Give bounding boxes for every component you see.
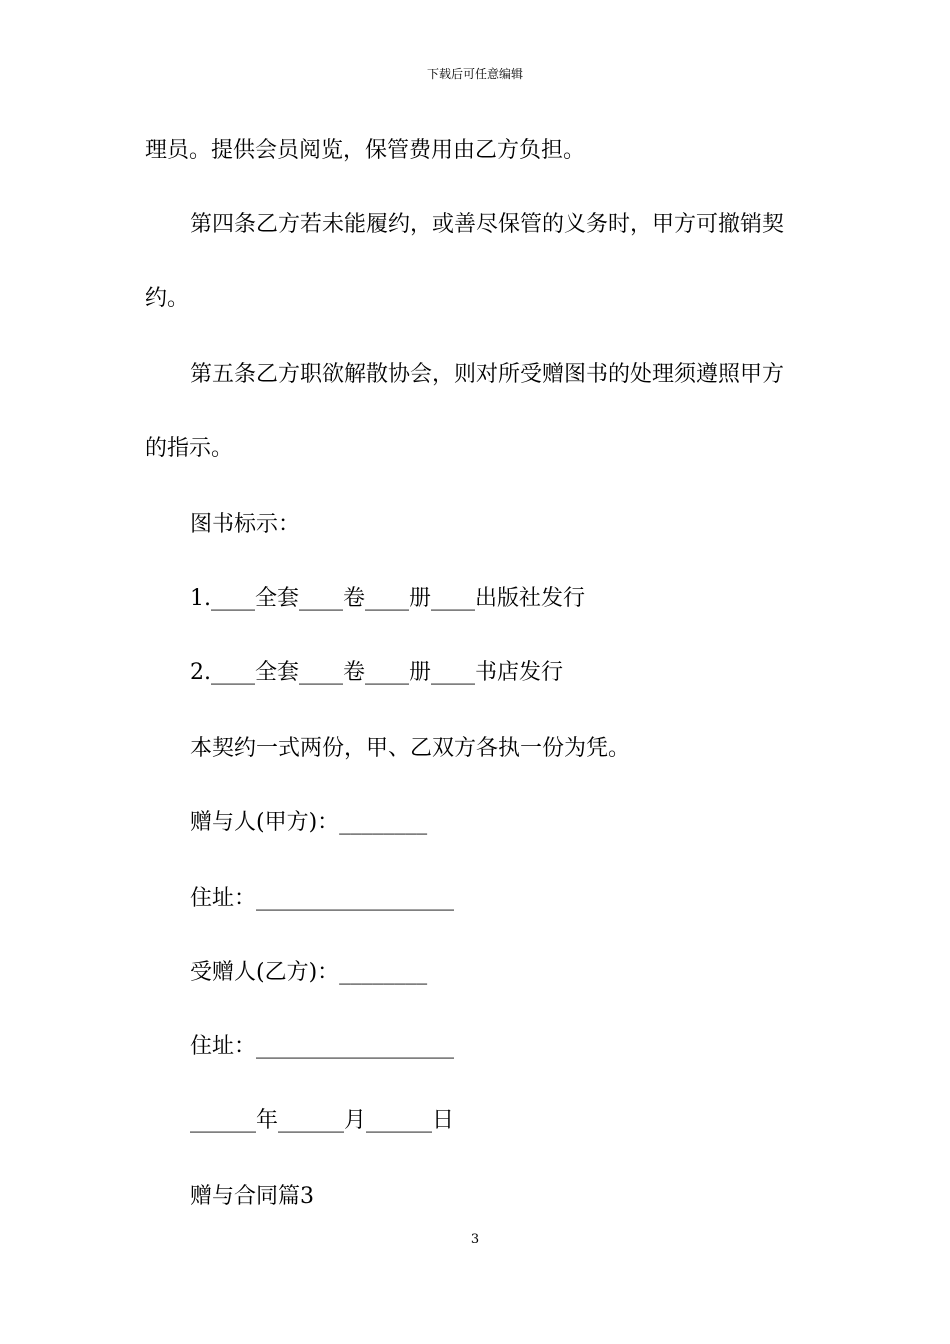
article-five-line: 第五条乙方职欲解散协会，则对所受赠图书的处理须遵照甲方 <box>190 362 785 387</box>
article-four-line: 第四条乙方若未能履约，或善尽保管的义务时，甲方可撤销契 <box>190 212 785 237</box>
donee-address-field: 住址：__________________ <box>190 1034 455 1059</box>
book-item-1: 1.____全套____卷____册____出版社发行 <box>190 586 585 611</box>
article-five-continuation: 的指示。 <box>145 436 234 461</box>
page-number: 3 <box>470 1232 480 1247</box>
book-label: 图书标示： <box>190 512 301 537</box>
donor-field: 赠与人(甲方)：________ <box>190 810 428 835</box>
paragraph-line: 理员。提供会员阅览，保管费用由乙方负担。 <box>145 138 586 163</box>
section-title: 赠与合同篇3 <box>190 1184 314 1209</box>
donee-field: 受赠人(乙方)：________ <box>190 960 428 985</box>
article-four-continuation: 约。 <box>145 286 190 311</box>
donor-address-field: 住址：__________________ <box>190 886 455 911</box>
date-field: ______年______月______日 <box>190 1108 455 1133</box>
book-item-2: 2.____全套____卷____册____书店发行 <box>190 660 563 685</box>
page-header: 下载后可任意编辑 <box>426 67 523 81</box>
copies-statement: 本契约一式两份，甲、乙双方各执一份为凭。 <box>190 736 631 761</box>
